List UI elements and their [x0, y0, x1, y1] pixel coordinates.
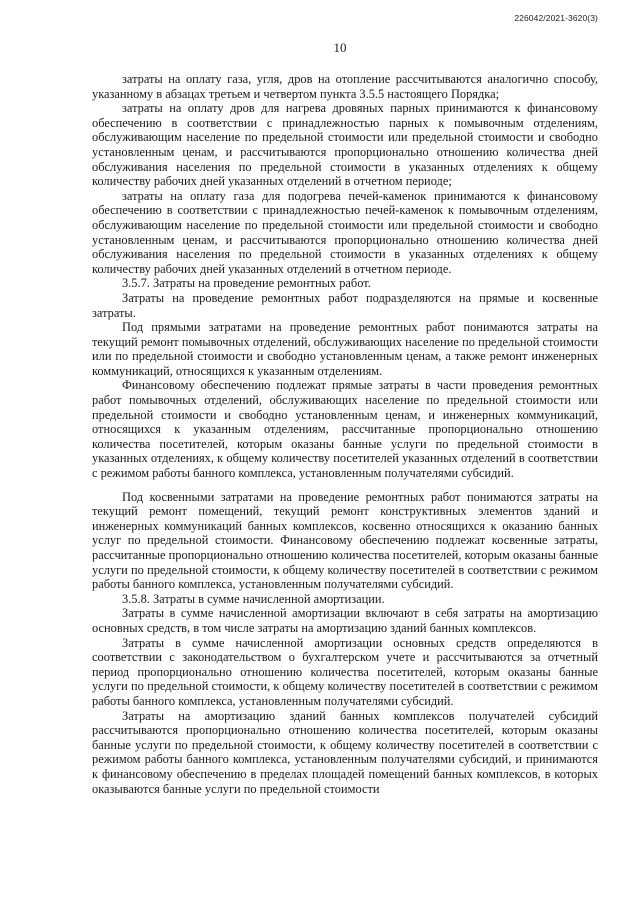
paragraph: Затраты на проведение ремонтных работ подразделяются на прямые и косвенные затраты. — [92, 290, 598, 320]
document-body — [92, 72, 598, 796]
section-heading: 3.5.8. Затраты в сумме начисленной амортизации. — [122, 591, 385, 606]
paragraph: Финансовому обеспечению подлежат прямые затраты в части проведения ремонтных работ помывочных отделений, обслуживающих население по предельной стоимости или предельной стоимости и свободно установленным ценам, и инженерных коммуникаций, относящихся к указанным отделениям, рассчитанные пропорционально отношению количества посетителей, которым оказаны банные услуги по предельной стоимости в указанных отделениях, к общему количеству посетителей указанных отделений в соответствии с режимом работы банного комплекса, установленным получателями субсидий. — [92, 378, 598, 481]
paragraph: затраты на оплату газа для подогрева печей-каменок принимаются к финансовому обеспечению в соответствии с принадлежностью печей-каменок к помывочным отделениям, обслуживающим население по предельной стоимости или предельной стоимости и свободно установленным ценам, и рассчитываются пропорционально отношению количества дней обслуживания населения по предельной стоимости в указанных отделениях к общему количеству рабочих дней указанных отделений в отчетном периоде. — [92, 188, 598, 276]
paragraph: Затраты на амортизацию зданий банных комплексов получателей субсидий рассчитываются пропорционально отношению количества посетителей, которым оказаны банные услуги по предельной стоимости, к общему количеству посетителей в соответствии с режимом работы банного комплекса, установленным получателями субсидий, и принимаются к финансовому обеспечению в пределах площадей помещений банных комплексов, в которых оказываются банные услуги по предельной стоимости — [92, 708, 598, 796]
paragraph: затраты на оплату дров для нагрева дровяных парных принимаются к финансовому обеспечению в соответствии с принадлежностью парных к помывочным отделениям, обслуживающим население по предельной стоимости или предельной стоимости и свободно установленным ценам, и рассчитываются пропорционально отношению количества дней обслуживания населения по предельной стоимости в указанных отделениях к общему количеству рабочих дней указанных отделений в отчетном периоде; — [92, 101, 598, 189]
paragraph: Затраты в сумме начисленной амортизации основных средств определяются в соответствии с законодательством о бухгалтерском учете и рассчитываются за отчетный период пропорционально отношению количества посетителей, которым оказаны банные услуги по предельной стоимости, к общему количеству посетителей в соответствии с режимом работы банного комплекса, установленным получателями субсидий. — [92, 635, 598, 708]
paragraph: Под косвенными затратами на проведение ремонтных работ понимаются затраты на текущий ремонт помещений, текущий ремонт конструктивных элементов зданий и инженерных коммуникаций банных комплексов, косвенно относящихся к оказанию банных услуг по предельной стоимости. Финансовому обеспечению подлежат косвенные затраты, рассчитанные пропорционально отношению количества посетителей, которым оказаны банные услуги по предельной стоимости, к общему количеству посетителей в соответствии с режимом работы банного комплекса, установленным получателями субсидий. — [92, 489, 598, 592]
paragraph: Под прямыми затратами на проведение ремонтных работ понимаются затраты на текущий ремонт помывочных отделений, обслуживающих население по предельной стоимости или по предельной стоимости и свободно установленным ценам, а также ремонт инженерных коммуникаций, относящихся к указанным отделениям. — [92, 320, 598, 378]
document-code: 226042/2021-3620(3) — [514, 13, 598, 23]
paragraph: Затраты в сумме начисленной амортизации включают в себя затраты на амортизацию основных средств, в том числе затраты на амортизацию зданий банных комплексов. — [92, 606, 598, 635]
section-heading: 3.5.7. Затраты на проведение ремонтных работ. — [122, 276, 371, 291]
paragraph: затраты на оплату газа, угля, дров на отопление рассчитываются аналогично способу, указанному в абзацах третьем и четвертом пункта 3.5.5 настоящего Порядка; — [92, 72, 598, 101]
page-number: 10 — [333, 40, 347, 55]
